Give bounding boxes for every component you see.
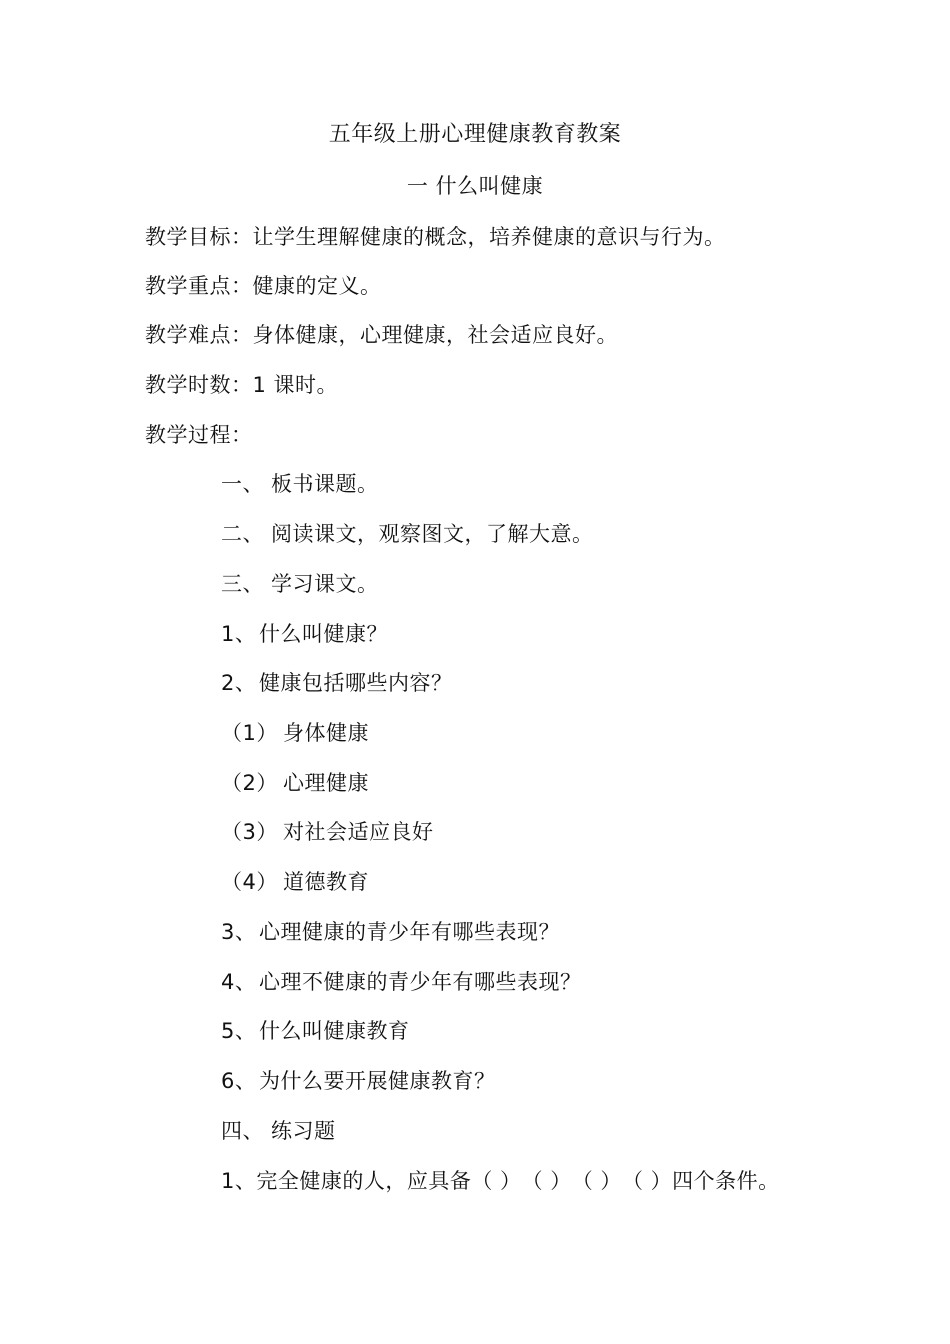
step-item: [221, 470, 379, 498]
field-teaching-hours: [145, 371, 338, 399]
question-item: [221, 968, 582, 996]
exercise-marker: 四、: [221, 1119, 264, 1143]
sub-item-marker: （4）: [221, 870, 278, 894]
question-item: [221, 918, 560, 946]
question-marker: 5、: [221, 1019, 257, 1043]
sub-item-marker: （1）: [221, 721, 278, 745]
question-marker: 2、: [221, 671, 257, 695]
exercise-heading-text: 练习题: [271, 1119, 336, 1143]
step-item: [221, 520, 594, 548]
question-text: 心理健康的青少年有哪些表现？: [259, 920, 560, 944]
exercise-suffix: 四个条件。: [672, 1169, 780, 1193]
exercise-heading: [221, 1117, 336, 1145]
field-label: 教学重点：: [145, 274, 253, 298]
question-text: 什么叫健康教育: [259, 1019, 410, 1043]
field-teaching-difficulty: [145, 321, 618, 349]
question-text: 健康包括哪些内容？: [259, 671, 453, 695]
answer-blank-4[interactable]: （ ）: [621, 1169, 673, 1193]
answer-blank-2[interactable]: （ ）: [521, 1169, 572, 1193]
exercise-prefix: 1、完全健康的人，应具备: [221, 1169, 472, 1193]
field-value: 身体健康，心理健康，社会适应良好。: [252, 323, 618, 347]
question-text: 为什么要开展健康教育？: [259, 1069, 496, 1093]
field-label: 教学难点：: [145, 323, 253, 347]
field-teaching-focus: [145, 272, 382, 300]
step-marker: 二、: [221, 522, 264, 546]
step-marker: 三、: [221, 572, 264, 596]
field-label: 教学目标：: [145, 225, 253, 249]
sub-item: [221, 818, 434, 846]
document-title: 五年级上册心理健康教育教案: [328, 122, 622, 147]
field-teaching-process: [145, 421, 253, 449]
question-marker: 1、: [221, 622, 257, 646]
question-marker: 6、: [221, 1069, 257, 1093]
step-marker: 一、: [221, 472, 264, 496]
sub-item-marker: （2）: [221, 771, 278, 795]
field-label: 教学过程：: [145, 423, 253, 447]
question-item: [221, 1017, 410, 1045]
step-item: [221, 570, 379, 598]
lesson-subtitle: 一 什么叫健康: [406, 174, 544, 198]
question-text: 心理不健康的青少年有哪些表现？: [259, 970, 582, 994]
question-item: [221, 1067, 496, 1095]
step-text: 板书课题。: [271, 472, 379, 496]
field-value: 1 课时。: [252, 373, 339, 397]
answer-blank-1[interactable]: （ ）: [471, 1169, 522, 1193]
sub-item: [221, 719, 369, 747]
question-text: 什么叫健康？: [259, 622, 388, 646]
step-text: 阅读课文，观察图文，了解大意。: [271, 522, 594, 546]
question-marker: 3、: [221, 920, 257, 944]
question-marker: 4、: [221, 970, 257, 994]
sub-item-marker: （3）: [221, 820, 278, 844]
step-text: 学习课文。: [271, 572, 379, 596]
question-item: [221, 620, 388, 648]
sub-item-text: 心理健康: [283, 771, 369, 795]
question-item: [221, 669, 453, 697]
field-value: 让学生理解健康的概念，培养健康的意识与行为。: [252, 225, 726, 249]
sub-item-text: 道德教育: [283, 870, 369, 894]
sub-item-text: 对社会适应良好: [283, 820, 434, 844]
sub-item: [221, 769, 369, 797]
sub-item: [221, 868, 369, 896]
sub-item-text: 身体健康: [283, 721, 369, 745]
answer-blank-3[interactable]: （ ）: [571, 1169, 622, 1193]
field-teaching-goal: [145, 223, 726, 251]
field-label: 教学时数：: [145, 373, 253, 397]
exercise-question-1: [221, 1167, 780, 1195]
field-value: 健康的定义。: [252, 274, 382, 298]
